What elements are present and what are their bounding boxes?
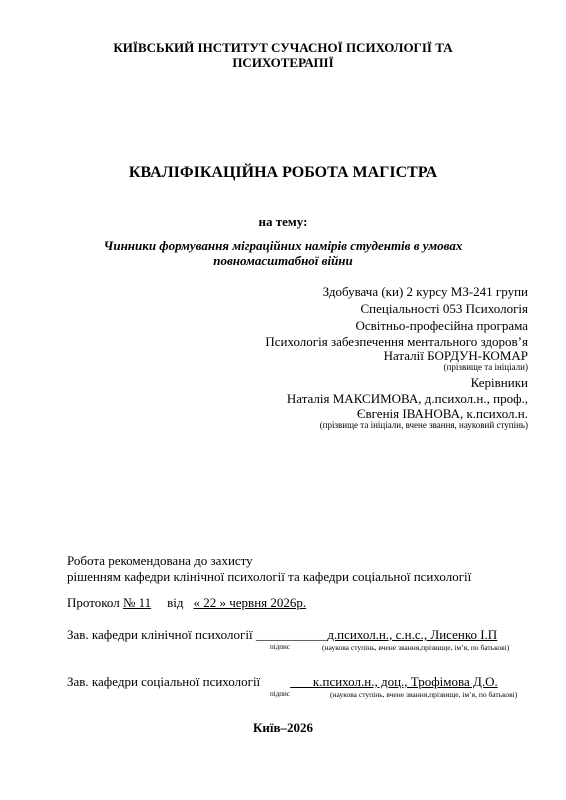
student-program-name: Психологія забезпечення ментального здоров’я bbox=[265, 334, 528, 349]
recommendation-line2: рішенням кафедри клінічної психології та кафедри соціальної психології bbox=[67, 569, 472, 584]
protocol-prefix: Протокол bbox=[67, 595, 123, 610]
document-title: КВАЛІФІКАЦІЙНА РОБОТА МАГІСТРА bbox=[128, 164, 438, 181]
protocol-from: від bbox=[167, 595, 184, 610]
supervisor-line2: Євгенія ІВАНОВА, к.психол.н. bbox=[356, 406, 528, 421]
topic-line2: повномасштабної війни bbox=[213, 253, 353, 268]
supervisors-caption: (прізвище та ініціали, вчене звання, науковий ступінь) bbox=[319, 420, 528, 430]
student-name-caption: (прізвище та ініціали) bbox=[443, 362, 528, 372]
head-social-label: Зав. кафедри соціальної психології bbox=[67, 674, 261, 689]
head-social-line bbox=[67, 674, 498, 690]
student-name: Наталії БОРДУН-КОМАР bbox=[383, 348, 528, 363]
supervisors-label: Керівники bbox=[470, 375, 528, 390]
institute-name-line2: ПСИХОТЕРАПІЇ bbox=[232, 55, 334, 70]
head-clinical-sign-caption: підпис bbox=[270, 643, 290, 651]
topic-line1: Чинники формування міграційних намірів студентів в умовах bbox=[103, 238, 463, 253]
protocol-line bbox=[67, 595, 306, 611]
head-clinical-label: Зав. кафедри клінічної психології bbox=[67, 627, 256, 642]
protocol-number: № 11 bbox=[122, 595, 152, 610]
supervisor-line1: Наталія МАКСИМОВА, д.психол.н., проф., bbox=[286, 391, 528, 406]
footer-city-year: Київ–2026 bbox=[252, 720, 314, 735]
head-social-name-caption: (наукова ступінь, вчене звання,прізвище, ім’я, по батькові) bbox=[330, 690, 518, 699]
student-program-type: Освітньо-професійна програма bbox=[355, 318, 528, 333]
protocol-date: « 22 » червня 2026р. bbox=[193, 595, 307, 610]
head-clinical-name-caption: (наукова ступінь, вчене звання,прізвище, ім’я, по батькові) bbox=[322, 643, 510, 652]
institute-name-line1: КИЇВСЬКИЙ ІНСТИТУТ СУЧАСНОЇ ПСИХОЛОГІЇ ТА bbox=[113, 40, 453, 55]
head-clinical-name: д.психол.н., с.н.с., Лисенко І.П bbox=[327, 627, 498, 642]
head-social-sign-caption: підпис bbox=[270, 690, 290, 698]
head-clinical-signature-blank: ___________ bbox=[255, 627, 328, 642]
student-specialty: Спеціальності 053 Психологія bbox=[360, 301, 528, 316]
recommendation-line1: Робота рекомендована до захисту bbox=[67, 553, 253, 568]
topic-label: на тему: bbox=[258, 214, 308, 229]
student-course: Здобувача (ки) 2 курсу МЗ-241 групи bbox=[322, 284, 528, 299]
head-clinical-line bbox=[67, 627, 497, 643]
head-social-name: к.психол.н., доц., Трофімова Д.О. bbox=[290, 674, 498, 689]
